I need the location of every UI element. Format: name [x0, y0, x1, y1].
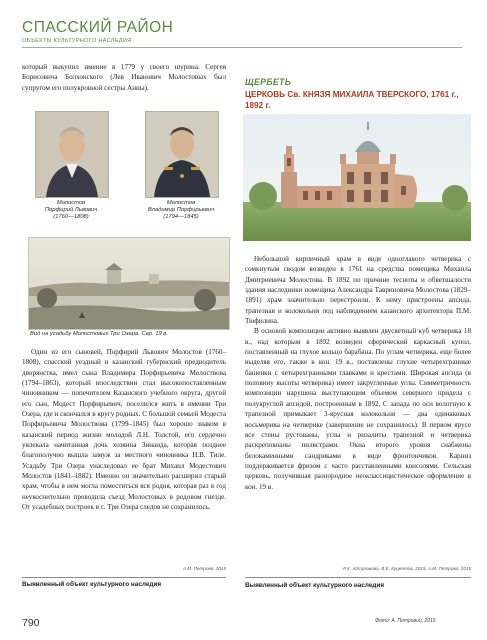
portrait-caption-1-name: Порфирий Львович	[44, 207, 98, 214]
portrait-caption-1	[25, 200, 117, 222]
portrait-caption-1-years: (1760—1808)	[53, 214, 89, 221]
left-intro-paragraph: который выкупил имение в 1779 у своего шурина. Сергея Борисовича Болхонского (Лев Иванович Молостовых был супругом его полукровной сестры Анны).	[22, 63, 226, 92]
church-village-heading: ЩЕРБЕТЬ	[245, 77, 292, 87]
section-subtitle: ОБЪЕКТЫ КУЛЬТУРНОГО НАСЛЕДИЯ	[22, 38, 132, 44]
landscape-illustration	[29, 238, 229, 329]
right-body-paragraph-2: В основой композиции активно выявлен двусветный куб четверика 18 в., над которым в 1892 возведен сферический каркасный купол, поставленный на глухое кольцо барабана. По углам четверика, еще более выделяя его, также в кон. 19 в., поставлены глухие четырехгранные башенки с четырехгранными главками и крестами. Широкая апсида (в половину высоты четверика) имеет закругленные углы. Симметричность композиции нарушена выступающим объемом северного придела с полукруглой апсидой, построенным в 1892. С запада по оси волотную к трапезной примыкает 3-ярусная колокольня — два одинаковых восьмерика на четверике (завершение не сохранилось). В первом ярусе все стены рустованы, углы и ризалиты трапезной и четверика раскреповоаны пилястрами. Окна второго уровня снабжены белокаменными сандриками в виде фронтончиков. Карниз поддерживается фризом с часто расставленными консолями. Сельская церковь, получившая разнородное неоклассицистическое оформление в кон. 19 в.	[245, 327, 471, 491]
portrait-caption-2-surname: Молостов	[166, 200, 196, 206]
left-footer-label: Выявленный объект культурного наследия	[22, 581, 162, 588]
left-intro-text	[22, 62, 226, 93]
portrait-caption-2	[130, 200, 232, 222]
portrait-illustration	[36, 112, 108, 197]
church-illustration	[243, 114, 471, 241]
right-footer-label: Выявленный объект культурного наследия	[245, 582, 385, 589]
landscape-caption: Вид на усадьбу Молостовых Три Озера. Сер. 19 в.	[30, 331, 168, 337]
section-title: СПАССКИЙ РАЙОН	[22, 19, 174, 36]
header-divider	[22, 47, 462, 48]
photo-credit: Фото: А. Петровой, 2015	[375, 618, 436, 624]
left-body-paragraph: Один из его сыновей, Порфирий Львович Молостов (1760–1808), спасский уездный и казанский губернский предводитель дворянства, имел сына Владимира Порфирьевича Молоствова (1794–1863), который впоследствии стал высокопоставленным чиновником — попечителем Казанского учебного округа, другой его сын, Модест Порфирьевич, поселился жить в имении Три Озера, где и скончался в кругу родных. С большой семьей Модеста Порфирьевича Молоствова (1799–1845) был хорошо знаком в казанский период жизни молодой Л.Н. Толстой, его сердечно увлекала начитанная дочь хозяина Зинаида, которая позднее благополучно вышла замуж за местного чиновника Н.В. Тиле. Усадьбу Три Озера унаследовал ее брат Михаил Модестович Молостов (1841–1882). Именно он значительно расширил старый храм, чтобы в нем могла поместиться вся родня, которая раз в год неукоснительно проводила съезд Молостовых в родовом гнезде. От усадебных построек в с. Три Озера следов не сохранилось.	[22, 348, 226, 512]
right-body-text	[245, 254, 471, 492]
portrait-caption-2-years: (1794—1845)	[163, 214, 199, 221]
right-author-credit: Р.Х. Айтуганова, В.Е. Куцентов, 2015, А.М. Петрова, 2015	[343, 566, 471, 571]
portrait-caption-1-surname: Молостов	[56, 200, 86, 206]
portrait-illustration	[146, 112, 218, 197]
right-footer-divider	[245, 577, 471, 578]
left-footer-divider	[22, 577, 226, 578]
church-title-heading: ЦЕРКОВЬ Св. КНЯЗЯ МИХАИЛА ТВЕРСКОГО, 1761 г., 1892 г.	[245, 90, 459, 110]
left-body-text	[22, 347, 226, 513]
portrait-image-molostov-vladimir	[145, 111, 219, 198]
page-number: 790	[22, 617, 40, 629]
portrait-image-molostov-porfiry	[35, 111, 109, 198]
left-author-credit: А.М. Петрова, 2015	[182, 566, 226, 571]
right-body-paragraph-1: Небольшой кирпичный храм в виде одноглавого четверика с сомкнутым сводом возведен в 1761 на средства помещика Михаила Дмитриевича Молостова. В 1892 по причине тесноты и обветшалости здания наследники помещика Александра Тавриновича Молостова (1829–1891) храм значительно перестроили. К нему пристроены апсида, трапезная и колокольня под наблюдением казанского архитектора П.М. Тюфилина.	[245, 255, 471, 326]
portrait-caption-2-name: Владимир Порфирьевич	[147, 207, 215, 214]
church-photo	[243, 114, 471, 241]
estate-landscape-image	[28, 237, 230, 330]
